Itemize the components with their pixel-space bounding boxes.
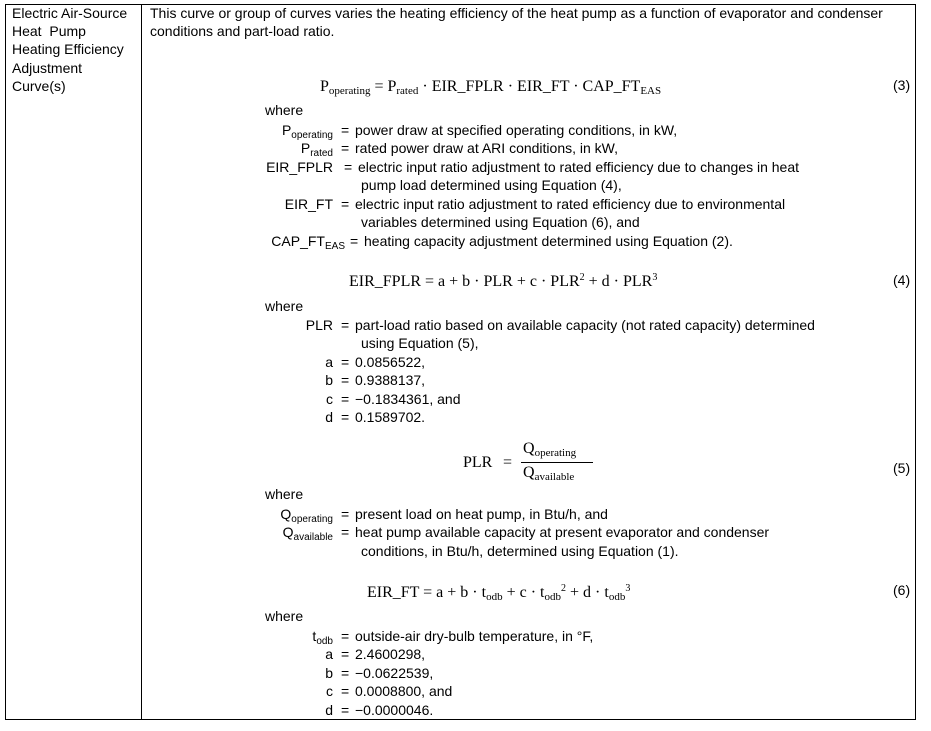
equation-5	[463, 440, 663, 490]
eq3-lhs-sub: operating	[328, 85, 371, 97]
def-equals: =	[341, 665, 350, 681]
def-equals: =	[341, 683, 350, 699]
def-equals: =	[341, 628, 350, 644]
def-text: present load on heat pump, in Btu/h, and	[355, 506, 608, 522]
where-label: where	[265, 608, 304, 624]
def-equals: =	[350, 233, 359, 249]
def-symbol: d	[325, 409, 333, 425]
eq3-capft-sub: EAS	[640, 85, 662, 97]
def-text: outside-air dry-bulb temperature, in °F,	[355, 628, 594, 644]
def-equals: =	[341, 506, 350, 522]
equation-number: (4)	[893, 272, 911, 288]
equation-number: (3)	[893, 77, 911, 93]
def-equals: =	[341, 524, 350, 540]
def-equals: =	[341, 196, 350, 212]
def-equals: =	[341, 317, 350, 333]
def-symbol: EIR_FT	[284, 196, 333, 212]
description-text: This curve or group of curves varies the heating efficiency of the heat pump as a function of evaporator and condenser conditions and part-load ratio.	[150, 5, 883, 40]
def-symbol: EIR_FPLR	[266, 159, 333, 175]
def-text-continued: variables determined using Equation (6), and	[361, 214, 640, 230]
def-symbol: c	[326, 683, 333, 699]
def-text: 0.9388137,	[355, 372, 426, 388]
eq3-eirfplr: EIR_FPLR	[431, 78, 504, 95]
def-symbol: b	[325, 665, 333, 681]
equation-number: (6)	[893, 582, 911, 598]
def-symbol: a	[325, 646, 333, 662]
def-equals: =	[341, 354, 350, 370]
eq3-capft: CAP_FT	[582, 78, 641, 95]
def-symbol: d	[325, 702, 333, 718]
def-symbol: $Q_{operating}$	[280, 506, 333, 525]
row-label-line: Heating Efficiency	[12, 41, 124, 58]
column-divider	[141, 4, 142, 720]
eq3-prated: P	[387, 78, 397, 95]
def-text: heat pump available capacity at present evaporator and condenser	[355, 524, 770, 540]
def-symbol: $Q_{available}$	[282, 524, 333, 543]
row-label-line: Heat Pump	[12, 23, 86, 40]
def-equals: =	[341, 372, 350, 388]
def-symbol: b	[325, 372, 333, 388]
def-equals: =	[341, 646, 350, 662]
row-label-line: Adjustment	[12, 59, 83, 76]
def-text: electric input ratio adjustment to rated efficiency due to environmental	[355, 196, 786, 212]
eq5-equals: =	[503, 454, 513, 471]
def-text: −0.0622539,	[355, 665, 434, 681]
eq4-lhs: EIR_FPLR	[349, 273, 422, 290]
def-text-continued: pump load determined using Equation (4),	[361, 177, 622, 193]
row-label-line: Electric Air-Source	[12, 5, 128, 21]
def-text: power draw at specified operating conditions, in kW,	[355, 122, 678, 138]
def-text: part-load ratio based on available capacity (not rated capacity) determined	[355, 317, 815, 333]
def-symbol: $CAP\_FT_{EAS}$	[271, 233, 345, 252]
eq5-lhs: PLR	[463, 454, 493, 471]
def-equals: =	[341, 409, 350, 425]
eq6-lhs: EIR_FT	[367, 584, 420, 601]
where-label: where	[265, 486, 304, 502]
def-equals: =	[344, 159, 353, 175]
eq3-lhs: P	[320, 78, 329, 95]
where-label: where	[265, 298, 304, 314]
equation-number: (5)	[893, 460, 911, 476]
def-text: −0.1834361, and	[355, 391, 461, 407]
eq4-rhs2: + d · PLR	[584, 273, 653, 290]
row-label	[12, 4, 137, 95]
def-symbol: PLR	[305, 317, 333, 333]
fraction-bar	[521, 462, 593, 463]
where-label: where	[265, 102, 304, 118]
def-text: −0.0000046.	[355, 702, 434, 718]
def-symbol: a	[325, 354, 333, 370]
eq4-exp3: 3	[652, 272, 658, 283]
def-equals: =	[341, 122, 350, 138]
row-label-line: Curve(s)	[12, 77, 66, 94]
eq3-eirft: EIR_FT	[517, 78, 570, 95]
eq3-prated-sub: rated	[396, 85, 419, 97]
eq5-numerator: $Q_{operating}$	[523, 440, 577, 459]
def-text: heating capacity adjustment determined using Equation (2).	[364, 233, 733, 249]
def-symbol: $P_{rated}$	[300, 140, 333, 159]
eq5-denominator: $Q_{available}$	[523, 464, 575, 483]
def-symbol: $t_{odb}$	[312, 628, 333, 647]
def-equals: =	[341, 702, 350, 718]
def-text: 0.1589702.	[355, 409, 426, 425]
def-text: 0.0008800, and	[355, 683, 453, 699]
def-text: rated power draw at ARI conditions, in kW,	[355, 140, 619, 156]
def-symbol: c	[326, 391, 333, 407]
eq4-exp2: 2	[579, 272, 585, 283]
def-text: electric input ratio adjustment to rated efficiency due to changes in heat	[358, 159, 800, 175]
def-symbol: $P_{operating}$	[281, 122, 333, 141]
equation-3: $P_{operating} = P_{rated}$ · EIR_FPLR · EIR_FT · $CAP\_FT_{EAS}$	[320, 78, 662, 97]
eq4-rhs: a + b · PLR + c · PLR	[438, 273, 580, 290]
def-equals: =	[341, 391, 350, 407]
def-equals: =	[341, 140, 350, 156]
equation-6: EIR_FT = $a + b \cdot t_{odb} + c \cdot t_{odb}^2 + d \cdot t_{odb}^3$	[367, 583, 631, 603]
equation-4: EIR_FPLR = a + b · PLR + $c \cdot PLR^2 + d \cdot PLR^3$	[349, 272, 658, 290]
def-text: 0.0856522,	[355, 354, 426, 370]
def-text-continued: conditions, in Btu/h, determined using Equation (1).	[361, 543, 679, 559]
def-text: 2.4600298,	[355, 646, 426, 662]
def-text-continued: using Equation (5),	[361, 335, 479, 351]
